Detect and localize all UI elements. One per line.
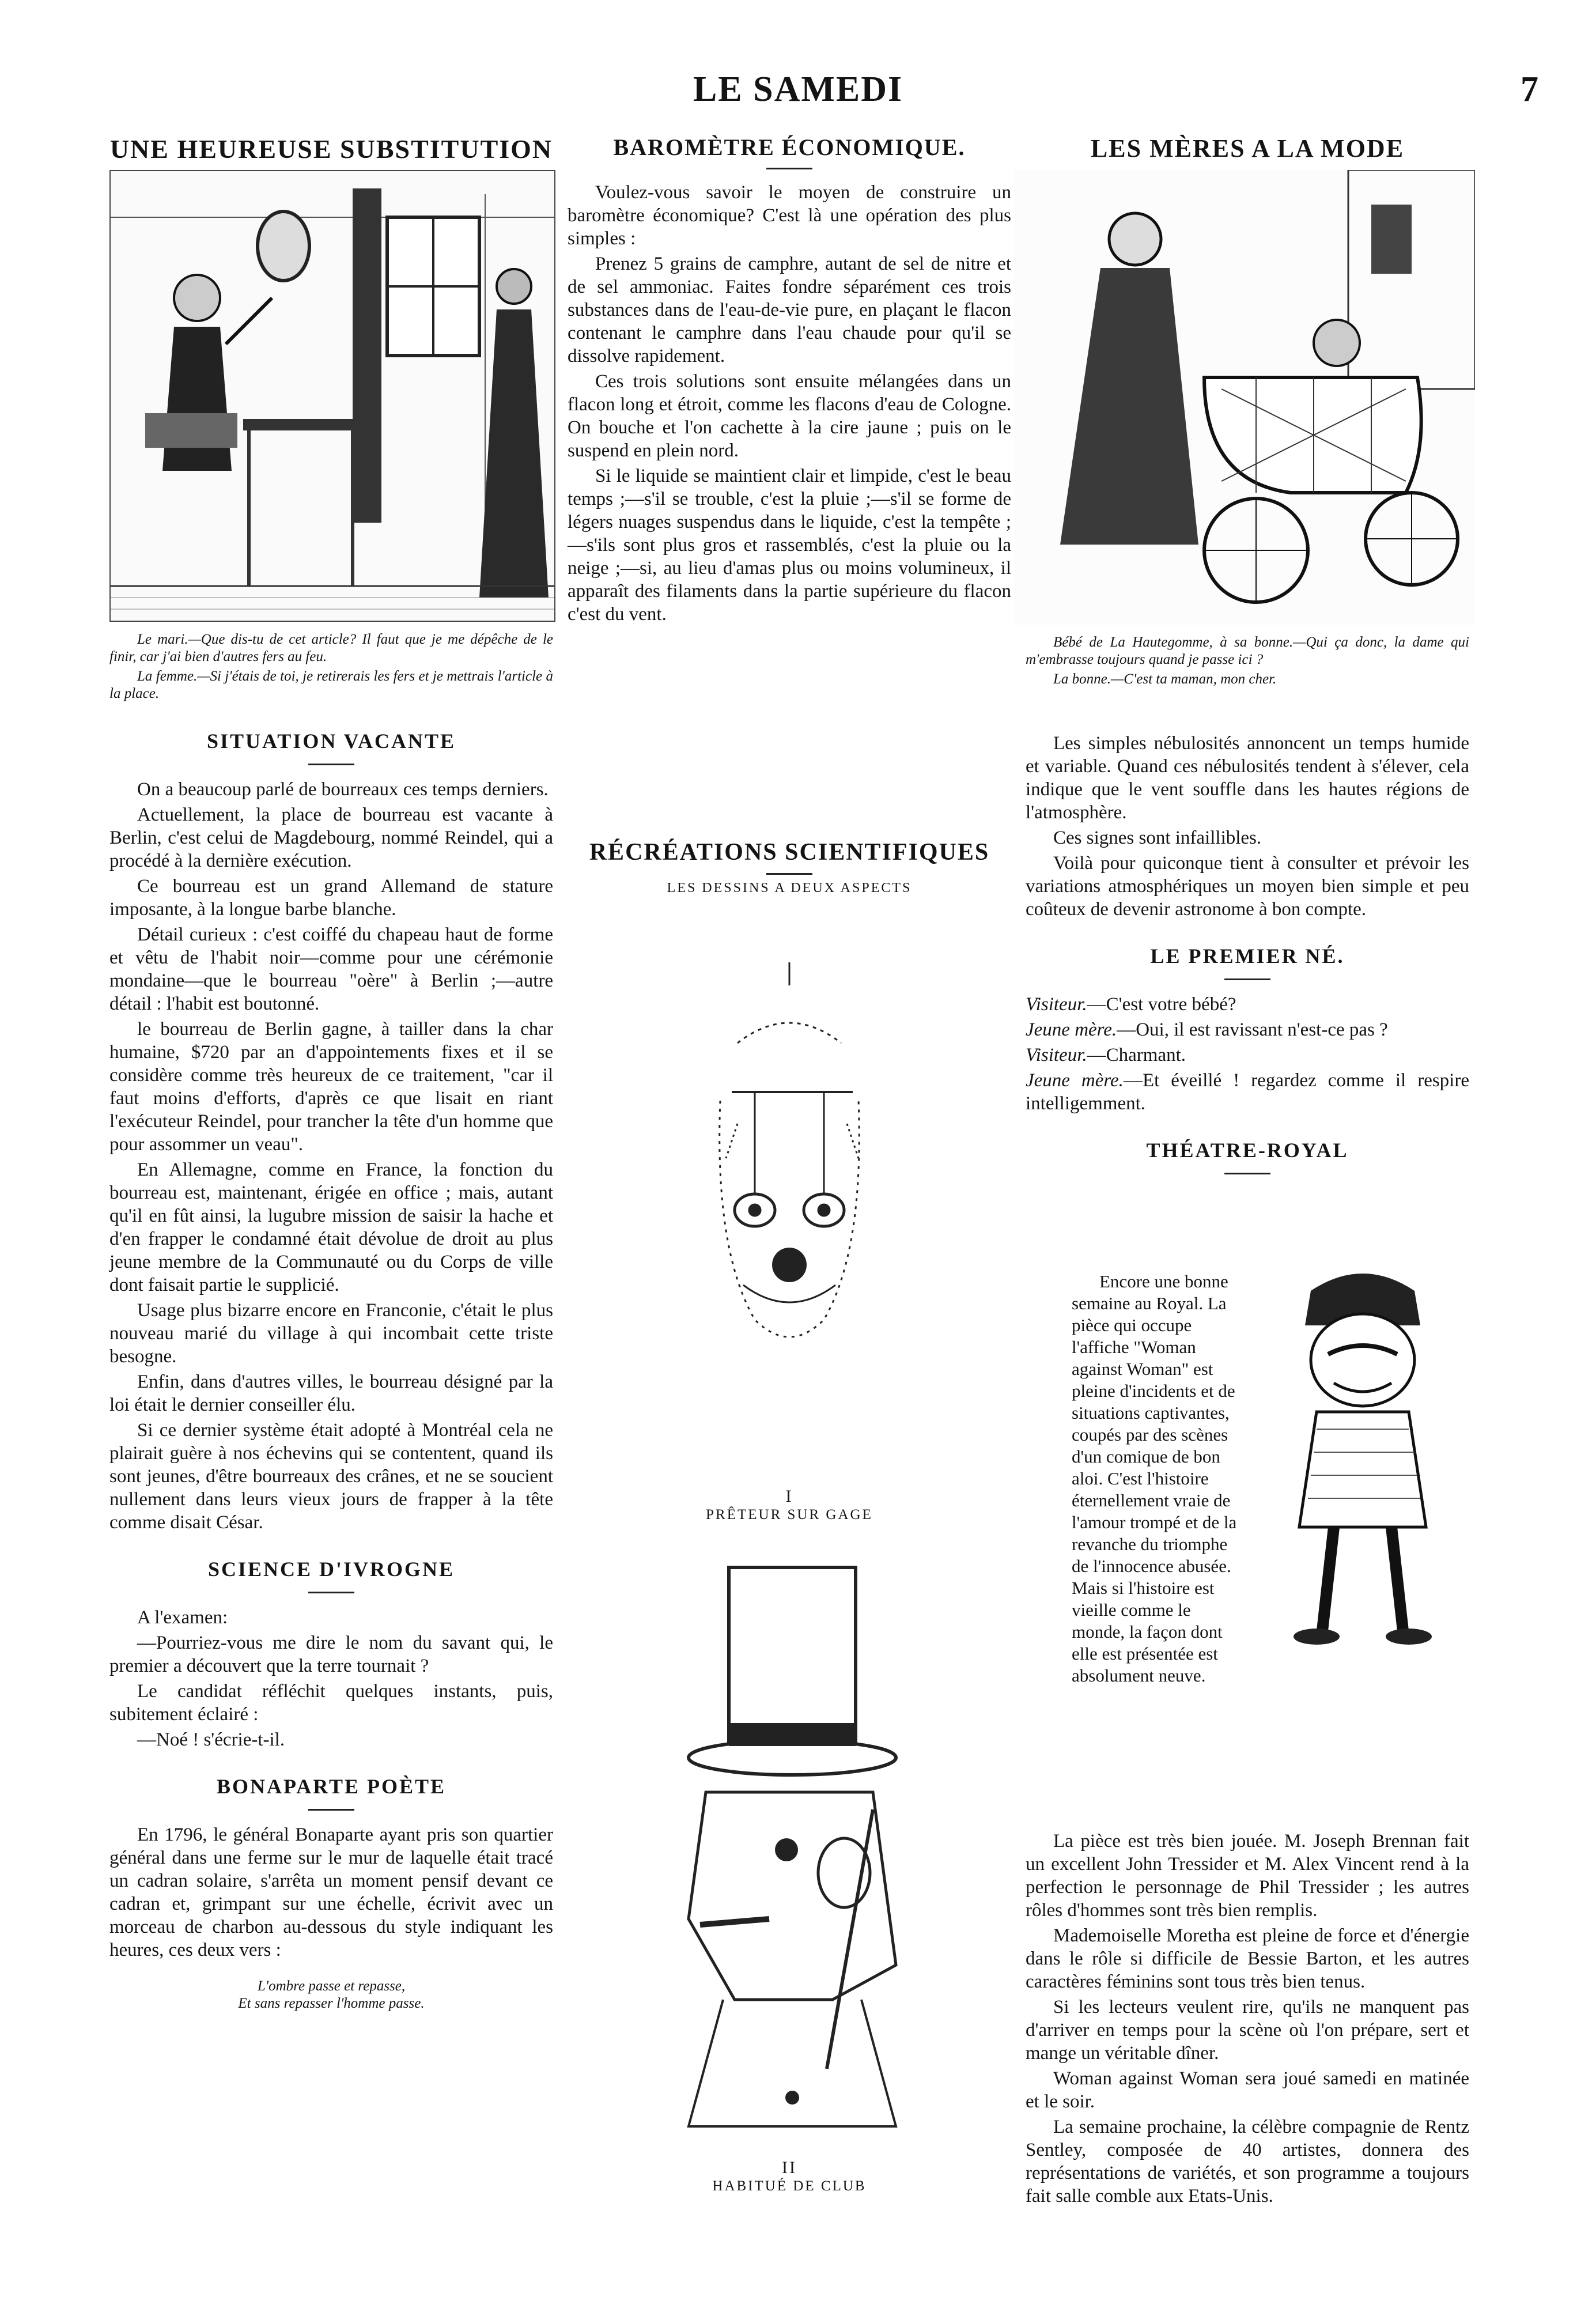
fig2-label: HABITUÉ DE CLUB bbox=[712, 2178, 867, 2194]
meres-title: LES MÈRES A LA MODE bbox=[1090, 134, 1405, 163]
barometre-cont-p3: Voilà pour quiconque tient à consulter et prévoir les variations atmosphériques un moyen bien simple et peu coûteux de devenir astronome à bon compte. bbox=[1026, 853, 1469, 920]
divider bbox=[308, 764, 354, 765]
divider bbox=[766, 873, 812, 875]
barometre-p1: Voulez-vous savoir le moyen de construire un baromètre économique? C'est là une opération des plus simples : bbox=[568, 182, 1011, 249]
barometre-p3: Ces trois solutions sont ensuite mélangées dans un flacon long et étroit, comme les flacons d'eau de Cologne. On bouche et l'on cachette à la cire jaune ; puis on le suspend en plein nord. bbox=[568, 371, 1011, 461]
theatre-p6: La semaine prochaine, la célèbre compagnie de Rentz Sentley, composée de 40 artistes, donnera des représentations de variétés, et son programme a toujours fait salle comble aux Etats-Unis. bbox=[1026, 2117, 1469, 2207]
dialogue-line-4: —Et éveillé ! regardez comme il respire intelligemment. bbox=[1026, 1070, 1469, 1114]
barometre-cont-p1: Les simples nébulosités annoncent un temps humide et variable. Quand ces nébulosités tendent à s'élever, cela indique que le vent souffle dans les hautes régions de l'atmosphère. bbox=[1026, 733, 1469, 823]
science-p1: A l'examen: bbox=[137, 1607, 228, 1628]
situation-p3: Ce bourreau est un grand Allemand de stature imposante, à la longue barbe blanche. bbox=[109, 876, 553, 920]
barometre-p4: Si le liquide se maintient clair et limpide, c'est le beau temps ;—s'il se trouble, c'est la pluie ;—s'il se forme de légers nuages suspendus dans le liquide, c'est la tempête ;—s'ils sont plus gros et rassemblés, c'est la pluie ou la neige ;—si, au lieu d'amas plus ou moins volumineux, il apparaît des filaments dans la partie supérieure du flacon c'est du vent. bbox=[568, 466, 1011, 625]
divider bbox=[766, 168, 812, 169]
speaker-visiteur: Visiteur. bbox=[1026, 1045, 1087, 1066]
caption-line-wife: La femme.—Si j'étais de toi, je retirerais les fers et je mettrais l'article à la place. bbox=[109, 668, 553, 701]
illustration-husband-wife bbox=[109, 170, 555, 622]
situation-p6: En Allemagne, comme en France, la fonction du bourreau est, maintenant, érigée en office ; mais, autant qu'il en fût ainsi, la lugubre mission de saisir la hache et d'en frapper le condamné était dévolue de droit au plus jeune membre de la Communauté ou du Corps de ville dont faisait partie le supplicié. bbox=[109, 1159, 553, 1295]
speaker-jeune-mere: Jeune mère. bbox=[1026, 1019, 1117, 1040]
fig1-label: PRÊTEUR SUR GAGE bbox=[706, 1507, 873, 1522]
barometre-title: BAROMÈTRE ÉCONOMIQUE. bbox=[613, 134, 966, 160]
recreations-subtitle: LES DESSINS A DEUX ASPECTS bbox=[667, 881, 912, 896]
fig1-number: I bbox=[785, 1487, 793, 1506]
caption-line-baby: Bébé de La Hautegomme, à sa bonne.—Qui ça donc, la dame qui m'embrasse toujours quand je passe ici ? bbox=[1026, 634, 1469, 667]
divider bbox=[1224, 978, 1270, 980]
meres-header bbox=[1026, 134, 1469, 163]
column-1 bbox=[109, 134, 553, 164]
speaker-jeune-mere: Jeune mère. bbox=[1026, 1070, 1124, 1091]
bonaparte-title: BONAPARTE POÈTE bbox=[216, 1775, 447, 1798]
situation-p4: Détail curieux : c'est coiffé du chapeau haut de forme et vêtu de l'habit noir—comme pour une cérémonie mondaine—que le bourreau "oère" à Berlin ;—autre détail : l'habit est boutonné. bbox=[109, 924, 553, 1014]
bonaparte-p1: En 1796, le général Bonaparte ayant pris son quartier général dans une ferme sur le mur de laquelle était tracé un cadran solaire, s'arrêta un moment pensif devant ce cadran et, grimpant sur une échelle, écrivit avec un morceau de charbon au-dessous du style indiquant les heures, ces deux vers : bbox=[109, 1824, 553, 1960]
speaker-visiteur: Visiteur. bbox=[1026, 994, 1087, 1015]
theatre-p1-block bbox=[1072, 1271, 1239, 1689]
premier-ne-title: LE PREMIER NÉ. bbox=[1150, 944, 1345, 968]
situation-title: SITUATION VACANTE bbox=[206, 730, 456, 753]
verse-line-2: Et sans repasser l'homme passe. bbox=[238, 1996, 425, 2011]
divider bbox=[308, 1592, 354, 1593]
dialogue-line-2: —Oui, il est ravissant n'est-ce pas ? bbox=[1117, 1019, 1388, 1040]
page-number: 7 bbox=[1521, 70, 1538, 109]
caption-line-husband: Le mari.—Que dis-tu de cet article? Il faut que je me dépêche de le finir, car j'ai bien d'autres fers au feu. bbox=[109, 632, 553, 664]
substitution-title: UNE HEUREUSE SUBSTITUTION bbox=[109, 134, 553, 164]
science-p3: Le candidat réfléchit quelques instants, puis, subitement éclairé : bbox=[109, 1681, 553, 1725]
caption-line-nurse: La bonne.—C'est ta maman, mon cher. bbox=[1053, 671, 1277, 687]
recreations-header bbox=[568, 838, 1011, 896]
recreations-title: RÉCRÉATIONS SCIENTIFIQUES bbox=[589, 839, 990, 866]
illustration-pram bbox=[1014, 170, 1475, 625]
theatre-p5: Woman against Woman sera joué samedi en matinée et le soir. bbox=[1026, 2068, 1469, 2112]
barometre-cont-p2: Ces signes sont infaillibles. bbox=[1053, 828, 1262, 848]
science-p2: —Pourriez-vous me dire le nom du savant qui, le premier a découvert que la terre tournait ? bbox=[109, 1633, 553, 1676]
fig2-number: II bbox=[782, 2158, 797, 2177]
theatre-p2: La pièce est très bien jouée. M. Joseph Brennan fait un excellent John Tressider et M. Alex Vincent rend à la perfection le personnage de Phil Tressider ; les autres rôles d'hommes sont très bien remplis. bbox=[1026, 1831, 1469, 1921]
meres-caption bbox=[1026, 634, 1469, 690]
situation-p7: Usage plus bizarre encore en Franconie, c'était le plus nouveau marié du village à qui incombait cette triste besogne. bbox=[109, 1300, 553, 1367]
newspaper-title: LE SAMEDI bbox=[693, 70, 903, 109]
divider bbox=[308, 1809, 354, 1811]
substitution-caption bbox=[109, 631, 553, 705]
theatre-p1: Encore une bonne semaine au Royal. La pièce qui occupe l'affiche "Woman against Woman" est pleine d'incidents et de situations captivantes, coupés par des scènes d'un comique de bon aloi. C'est l'histoire éternellement vraie de l'amour trompé et de la revanche du triomphe de l'innocence abusée. Mais si l'histoire est vieille comme le monde, la façon dont elle est présentée est absolument neuve. bbox=[1072, 1271, 1237, 1686]
barometre-article bbox=[568, 134, 1011, 628]
situation-p9: Si ce dernier système était adopté à Montréal cela ne plairait guère à nos échevins qui se contentent, quand ils sont jeunes, d'être bourreaux des crânes, et ne se soucient nullement dans leurs vieux jours de frapper à la tête comme disait César. bbox=[109, 1420, 553, 1533]
situation-p5: le bourreau de Berlin gagne, à tailler dans la char humaine, $720 par an d'appointements fixes et il se considère comme très heureux de ce traitement, "car il faut moins d'efforts, d'après ce que lisait en riant l'exécuteur Reindel, pour trancher la tête d'un homme que pour assommer un veau". bbox=[109, 1019, 553, 1155]
situation-p8: Enfin, dans d'autres villes, le bourreau désigné par la loi était le dernier conseiller élu. bbox=[109, 1372, 553, 1415]
theatre-article-rest bbox=[1026, 1830, 1469, 2210]
dialogue-line-3: —Charmant. bbox=[1087, 1045, 1186, 1066]
divider bbox=[1224, 1173, 1270, 1174]
situation-article bbox=[109, 729, 553, 2012]
barometre-continued bbox=[1026, 732, 1469, 1187]
drawing-habitue-de-club bbox=[654, 1550, 931, 2149]
science-title: SCIENCE D'IVROGNE bbox=[207, 1558, 455, 1581]
situation-p2: Actuellement, la place de bourreau est vacante à Berlin, c'est celui de Magdebourg, nommé Reindel, qui a procédé à la dernière exécution. bbox=[109, 804, 553, 871]
caricature-actor bbox=[1247, 1256, 1478, 1660]
theatre-p3: Mademoiselle Moretha est pleine de force et d'énergie dans le rôle si difficile de Bessie Barton, et les autres caractères féminins sont tous très bien tenus. bbox=[1026, 1925, 1469, 1992]
dialogue-line-1: —C'est votre bébé? bbox=[1087, 994, 1236, 1015]
drawing-preteur-sur-gage bbox=[651, 951, 928, 1469]
verse-line-1: L'ombre passe et repasse, bbox=[257, 1978, 406, 1994]
barometre-p2: Prenez 5 grains de camphre, autant de sel de nitre et de sel ammoniac. Faites fondre séparément ces trois substances dans de l'eau-de-vie pure, en plaçant le flacon contenant le camphre dans l'eau chaude pour qu'il se dissolve rapidement. bbox=[568, 254, 1011, 367]
theatre-title: THÉATRE-ROYAL bbox=[1146, 1139, 1349, 1162]
theatre-p4: Si les lecteurs veulent rire, qu'ils ne manquent pas d'arriver en temps pour la scène où l'on prépare, sert et mange un véritable dîner. bbox=[1026, 1997, 1469, 2064]
science-p4: —Noé ! s'écrie-t-il. bbox=[137, 1729, 285, 1750]
situation-p1: On a beaucoup parlé de bourreaux ces temps derniers. bbox=[137, 779, 549, 800]
